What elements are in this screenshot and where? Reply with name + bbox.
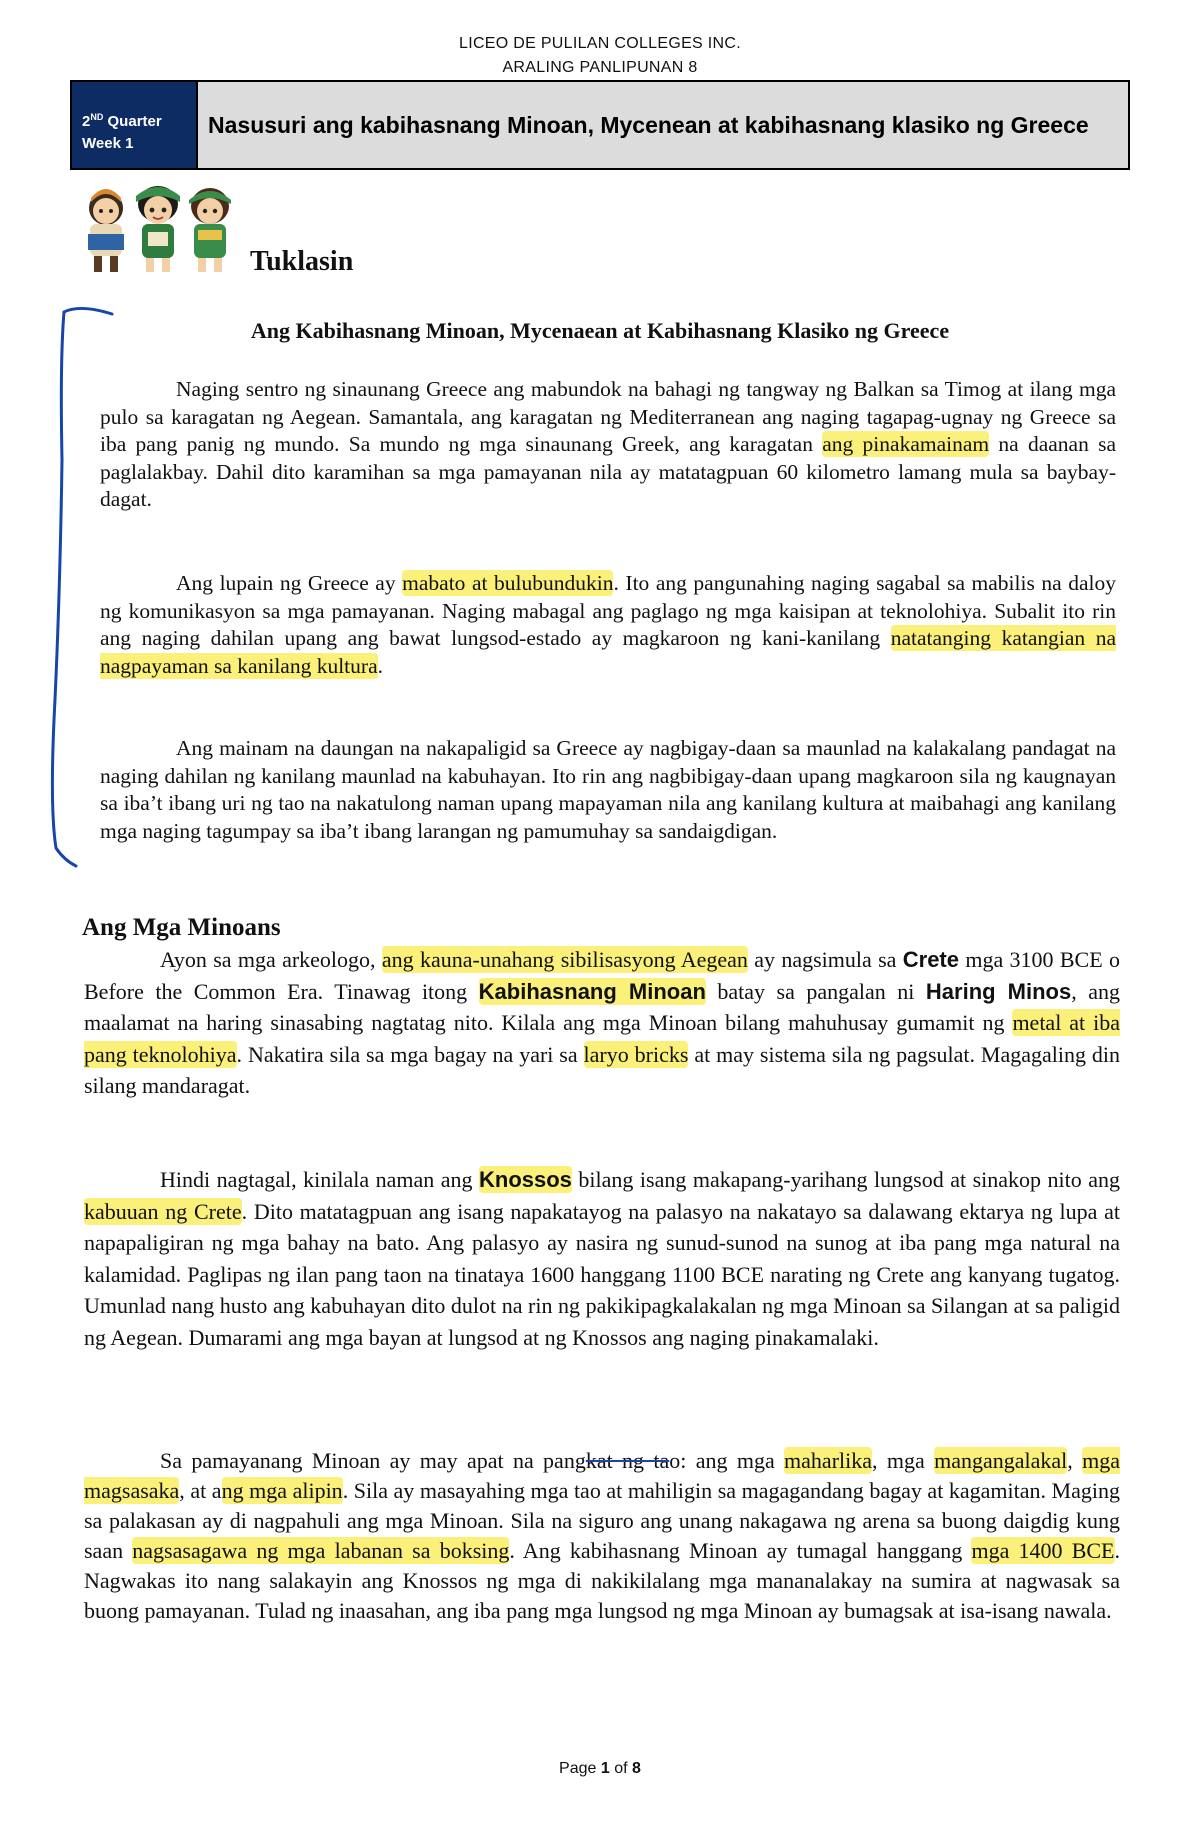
p5-bold-knossos: Knossos — [479, 1167, 572, 1192]
p4-text-c: mga 3100 BCE o Before the Common Era. Tinawag itong — [84, 947, 1120, 1004]
p4-bold-haring-minos: Haring Minos — [925, 978, 1072, 1004]
p4-text-e: , ang maalamat na haring sinasabing nagtatag nito. Kilala ang mga Minoan bilang mahuhusay gumamit ng — [84, 978, 1120, 1035]
minoans-heading: Ang Mga Minoans — [82, 914, 281, 941]
paragraph-5 — [84, 1164, 1120, 1353]
p6-text-a: Sa pamayanang Minoan ay may apat na pang — [160, 1448, 586, 1473]
p5-highlight-1: kabuuan ng Crete — [84, 1198, 242, 1224]
p6-strikethrough: kat ng ta — [585, 1448, 670, 1473]
p5-text-c: . Dito matatagpuan ang isang napakatayog na palasyo na nakatayo sa dalawang ektarya ng lupa at napapaligiran ng mga bahay na bato. Ang palasyo ay nasira ng sunud-sunod na sunog at iba pang mga natural na kalamidad. Paglipas ng ilan pang taon na tinataya 1600 hanggang 1100 BCE narating ng Crete ang kanyang tugatog. Umunlad nang husto ang kabuhayan dito dulot na rin ng pakikipagkalakalan ng mga Minoan sa Silangan at sa paligid ng Aegean. Dumarami ang mga bayan at lungsod at ng Knossos ang naging pinakamalaki. — [84, 1198, 1120, 1350]
lesson-topic — [196, 82, 1128, 168]
p6-text-c: , mga — [872, 1448, 935, 1473]
p6-highlight-maharlika: maharlika — [784, 1448, 873, 1473]
p1-text-a: Naging sentro ng sinaunang Greece ang mabundok na bahagi ng tangway ng Balkan sa Timog at ilang mga pulo sa karagatan ng Aegean. Samantala, ang karagatan ng Mediterranean ang naging tagapag-ugnay ng Greece sa iba pang panig ng mundo. Sa mundo ng mga sinaunang Greek, ang karagatan — [100, 377, 1116, 456]
p6-text-g: . Ang kabihasnang Minoan ay tumagal hanggang — [509, 1538, 972, 1563]
article-title: Ang Kabihasnang Minoan, Mycenaean at Kabihasnang Klasiko ng Greece — [250, 318, 950, 343]
p6-text-h: . Nagwakas ito nang salakayin ang Knossos ng mga di nakikilalang mga mananalakay na sumira at nagwasak sa buong pamayanan. Tulad ng inaasahan, ang iba pang mga lungsod ng mga Minoan ay bumagsak at isa-isang nawala. — [84, 1538, 1120, 1623]
quarter-week-box — [72, 82, 196, 168]
of-word: of — [614, 1760, 628, 1777]
p6-highlight-mangangalakal: mangangalakal — [934, 1448, 1068, 1473]
p2-text-b: . Ito ang pangunahing naging sagabal sa mabilis na daloy ng komunikasyon sa mga pamayanan. Naging mabagal ang paglago ng mga kaisipan at teknolohiya. Subalit ito rin ang naging dahilan upang ang bawat lungsod-estado ay magkaroon ng kani-kanilang — [100, 571, 1116, 650]
paragraph-2 — [100, 570, 1116, 680]
week-label: Week 1 — [82, 135, 134, 152]
total-pages: 8 — [632, 1760, 641, 1777]
p4-text-d: batay sa pangalan ni — [705, 978, 926, 1004]
p6-text-b: o: ang mga — [669, 1448, 785, 1473]
p4-highlight-2: metal at iba pang teknolohiya — [84, 1010, 1120, 1067]
quarter-word: Quarter — [107, 113, 162, 130]
current-page: 1 — [600, 1760, 610, 1777]
lesson-banner — [70, 80, 1130, 170]
quarter-suffix: ND — [90, 112, 104, 122]
paragraph-1 — [100, 376, 1116, 514]
p6-highlight-boksing: nagsasagawa ng mga labanan sa boksing — [132, 1538, 510, 1563]
p6-text-f: . Sila ay masayahing mga tao at mahiligin sa magagandang bagay at kagamitan. Maging sa palakasan ay di nagpahuli ang mga Minoan. Sila na siguro ang unang nakagawa ng arena sa buong daigdig kung saan — [84, 1478, 1120, 1563]
quarter-label — [82, 106, 196, 133]
school-name: LICEO DE PULILAN COLLEGES INC. — [459, 35, 741, 52]
paragraph-6 — [84, 1446, 1120, 1626]
p6-highlight-1400-bce: mga 1400 BCE — [971, 1538, 1115, 1563]
p4-highlight-3: laryo bricks — [583, 1041, 689, 1067]
school-header — [0, 32, 1200, 80]
p4-bold-crete: Crete — [902, 947, 959, 972]
student-right — [189, 188, 231, 272]
p1-text-b: na daanan sa paglalakbay. Dahil dito karamihan sa mga pamayanan nila ay matatagpuan 60 kilometro lamang mula sa baybay-dagat. — [100, 432, 1116, 511]
p5-text-a: Hindi nagtagal, kinilala naman ang — [160, 1167, 479, 1192]
student-middle — [136, 186, 180, 272]
p4-text-f: . Nakatira sila sa mga bagay na yari sa — [236, 1041, 584, 1067]
p5-text-b: bilang isang makapang-yarihang lungsod at sinakop nito ang — [571, 1167, 1120, 1192]
students-reading-illustration — [76, 180, 238, 276]
p4-text-g: at may sistema sila ng pagsulat. Magagaling din silang mandaragat. — [84, 1041, 1121, 1098]
p2-text-c: . — [377, 653, 383, 678]
p1-highlight-1: ang pinakamainam — [822, 432, 990, 456]
page-number — [0, 1760, 1200, 1778]
p6-text-e: , at a — [179, 1478, 222, 1503]
p2-highlight-1: mabato at bulubundukin — [402, 571, 614, 595]
p6-highlight-alipin: ng mga alipin — [221, 1478, 343, 1503]
student-left — [88, 189, 124, 272]
p4-highlight-1: ang kauna-unahang sibilisasyong Aegean — [381, 947, 748, 972]
p4-text-a: Ayon sa mga arkeologo, — [160, 947, 382, 972]
p6-text-d: , — [1067, 1448, 1083, 1473]
p6-highlight-magsasaka: mga magsasaka — [84, 1448, 1120, 1503]
subject-name: ARALING PANLIPUNAN 8 — [502, 59, 698, 76]
p2-highlight-2: natatanging katangian na nagpayaman sa kanilang kultura — [100, 626, 1116, 678]
p2-text-a: Ang lupain ng Greece ay — [176, 571, 403, 595]
p4-text-b: ay nagsimula sa — [747, 947, 903, 972]
quarter-number: 2 — [82, 113, 91, 130]
section-title: Tuklasin — [250, 246, 354, 277]
page-word: Page — [559, 1760, 597, 1777]
p4-bold-kabihasnang-minoan: Kabihasnang Minoan — [478, 978, 706, 1004]
paragraph-4 — [84, 944, 1120, 1102]
paragraph-3: Ang mainam na daungan na nakapaligid sa Greece ay nagbigay-daan sa maunlad na kalakalang pandagat na naging dahilan ng kanilang maunlad na kabuhayan. Ito rin ang nagbibigay-daan upang magkaroon sila ng kaugnayan sa iba’t ibang uri ng tao na nakatulong naman upang mapayaman nila ang kanilang kultura at maibahagi ang kanilang mga naging tagumpay sa iba’t ibang larangan ng pamumuhay sa sandaigdigan. — [100, 736, 1116, 843]
lesson-topic-text: Nasusuri ang kabihasnang Minoan, Mycenean at kabihasnang klasiko ng Greece — [208, 111, 1089, 138]
